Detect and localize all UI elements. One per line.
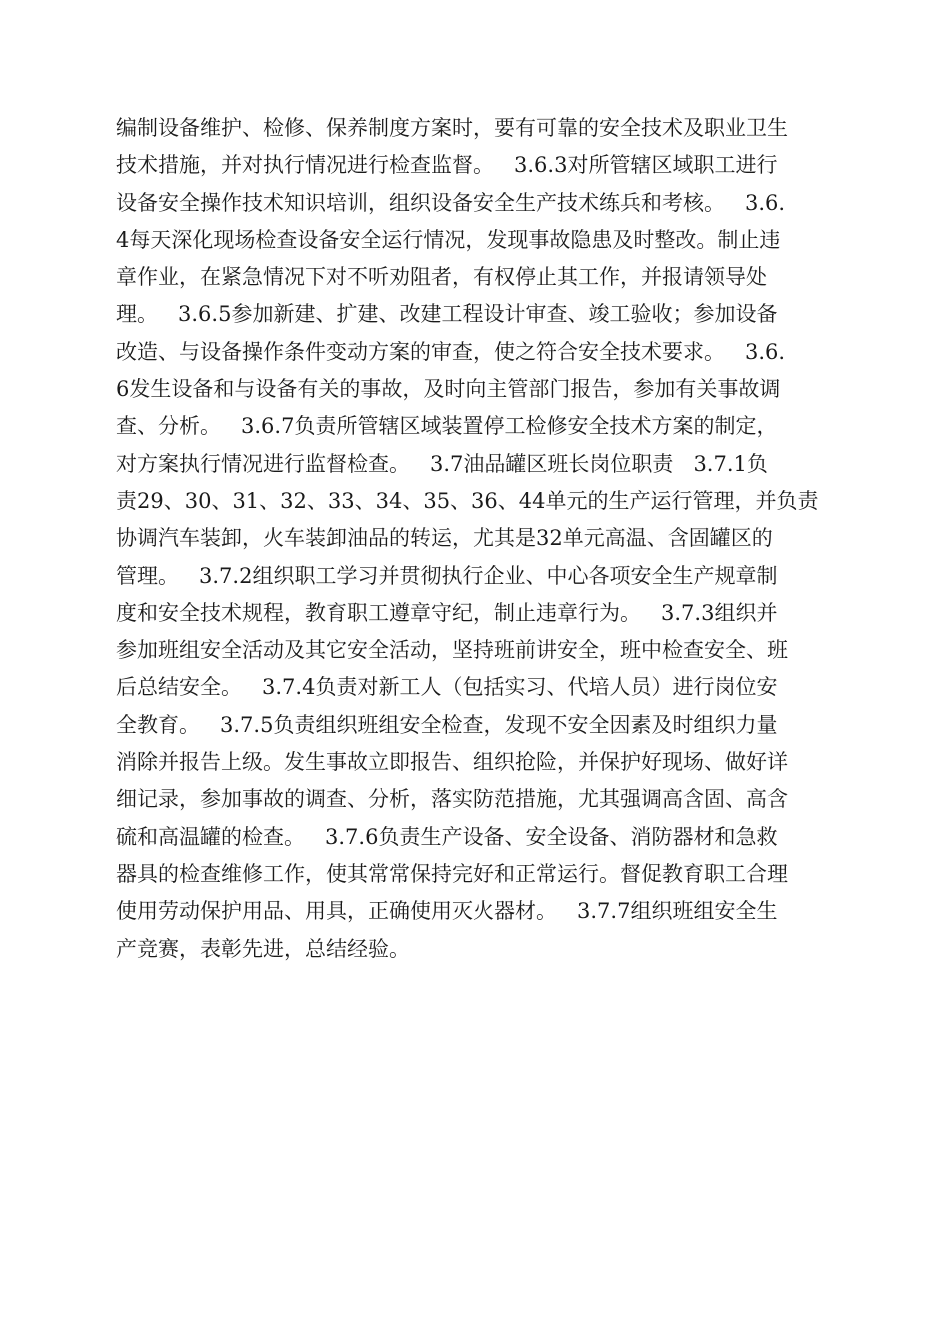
text-line: 度和安全技术规程，教育职工遵章守纪，制止违章行为。 3.7.3组织并 [116, 600, 778, 625]
text-line: 后总结安全。 3.7.4负责对新工人（包括实习、代培人员）进行岗位安 [116, 675, 778, 700]
text-line: 产竞赛，表彰先进，总结经验。 [116, 936, 410, 961]
text-line: 硫和高温罐的检查。 3.7.6负责生产设备、安全设备、消防器材和急救 [116, 824, 778, 849]
text-line: 参加班组安全活动及其它安全活动，坚持班前讲安全，班中检查安全、班 [116, 638, 788, 663]
text-line: 责29、30、31、32、33、34、35、36、44单元的生产运行管理，并负责 [116, 488, 819, 513]
text-line: 对方案执行情况进行监督检查。 3.7油品罐区班长岗位职责 3.7.1负 [116, 451, 768, 476]
text-line: 器具的检查维修工作，使其常常保持完好和正常运行。督促教育职工合理 [116, 861, 788, 886]
text-line: 全教育。 3.7.5负责组织班组安全检查，发现不安全因素及时组织力量 [116, 712, 778, 737]
body-text [116, 110, 836, 968]
text-line: 改造、与设备操作条件变动方案的审查，使之符合安全技术要求。 3.6. [116, 339, 786, 364]
text-line: 细记录，参加事故的调查、分析，落实防范措施，尤其强调高含固、高含 [116, 787, 788, 812]
text-line: 管理。 3.7.2组织职工学习并贯彻执行企业、中心各项安全生产规章制 [116, 563, 778, 588]
text-line: 设备安全操作技术知识培训，组织设备安全生产技术练兵和考核。 3.6. [116, 190, 786, 215]
text-line: 理。 3.6.5参加新建、扩建、改建工程设计审查、竣工验收；参加设备 [116, 302, 778, 327]
text-line: 6发生设备和与设备有关的事故，及时向主管部门报告，参加有关事故调 [116, 377, 781, 402]
text-line: 消除并报告上级。发生事故立即报告、组织抢险，并保护好现场、做好详 [116, 750, 788, 775]
text-line: 使用劳动保护用品、用具，正确使用灭火器材。 3.7.7组织班组安全生 [116, 899, 778, 924]
text-line: 章作业，在紧急情况下对不听劝阻者，有权停止其工作，并报请领导处 [116, 265, 767, 290]
text-line: 4每天深化现场检查设备安全运行情况，发现事故隐患及时整改。制止违 [116, 227, 781, 252]
text-line: 查、分析。 3.6.7负责所管辖区域装置停工检修安全技术方案的制定， [116, 414, 778, 439]
text-line: 协调汽车装卸，火车装卸油品的转运，尤其是32单元高温、含固罐区的 [116, 526, 773, 551]
text-line: 技术措施，并对执行情况进行检查监督。 3.6.3对所管辖区域职工进行 [116, 153, 778, 178]
text-line: 编制设备维护、检修、保养制度方案时，要有可靠的安全技术及职业卫生 [116, 116, 788, 140]
